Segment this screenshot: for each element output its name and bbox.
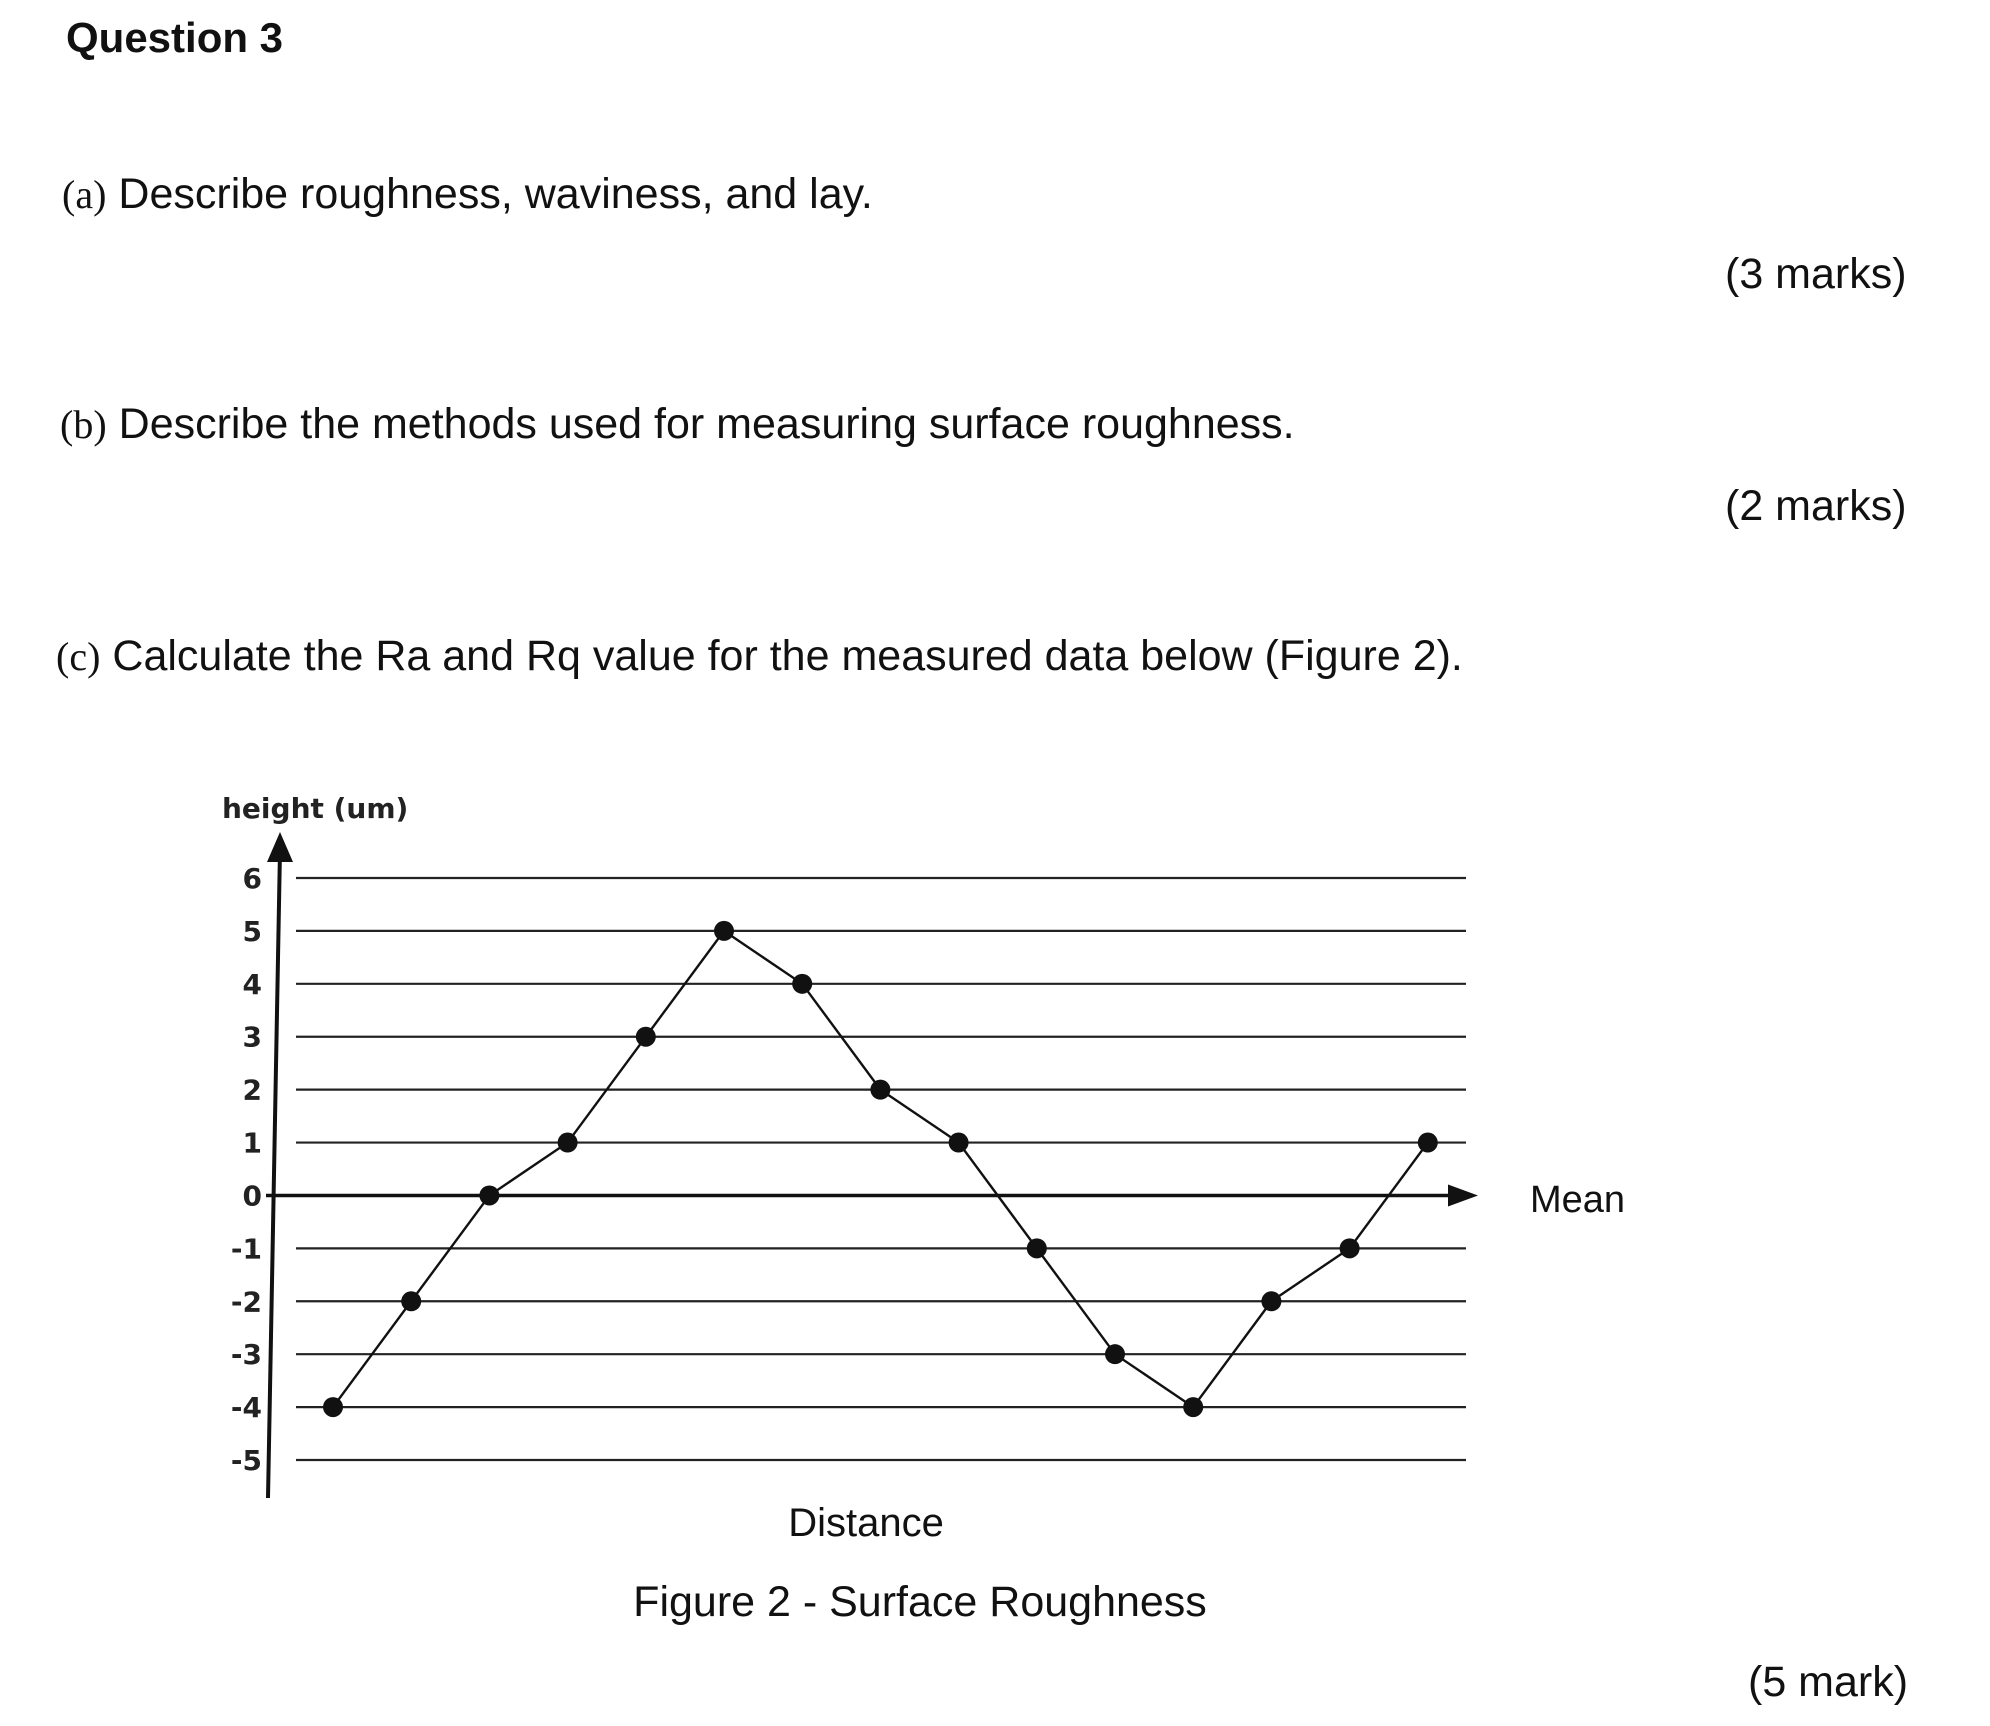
part-c-label: (c) xyxy=(56,634,101,679)
x-axis-label: Distance xyxy=(788,1501,944,1545)
y-tick-label: -5 xyxy=(230,1444,262,1477)
part-c-text: Calculate the Ra and Rq value for the measured data below (Figure 2). xyxy=(112,632,1463,680)
part-a-marks: (3 marks) xyxy=(1725,250,1907,298)
data-point xyxy=(401,1291,421,1311)
data-point xyxy=(1418,1133,1438,1153)
data-point xyxy=(792,974,812,994)
y-axis-line xyxy=(268,850,280,1498)
series-line xyxy=(333,931,1428,1407)
part-b-label: (b) xyxy=(60,402,107,447)
data-point xyxy=(479,1185,499,1205)
part-c-marks: (5 mark) xyxy=(1748,1658,1909,1706)
part-b-text: Describe the methods used for measuring surface roughness. xyxy=(118,400,1295,448)
data-point xyxy=(949,1133,969,1153)
data-point xyxy=(714,921,734,941)
y-axis-arrowhead xyxy=(267,832,293,862)
data-point xyxy=(1105,1344,1125,1364)
data-point xyxy=(1183,1397,1203,1417)
y-tick-label: 3 xyxy=(242,1020,262,1054)
grid-lines xyxy=(296,878,1466,1460)
y-tick-label: 2 xyxy=(242,1073,262,1107)
mean-label: Mean xyxy=(1530,1179,1626,1221)
y-tick-label: 4 xyxy=(242,967,262,1001)
mean-arrowhead xyxy=(1448,1184,1478,1206)
y-tick-label: -1 xyxy=(230,1232,262,1266)
data-point xyxy=(636,1027,656,1047)
figure-caption: Figure 2 - Surface Roughness xyxy=(633,1578,1207,1626)
part-a-text: Describe roughness, waviness, and lay. xyxy=(118,170,873,218)
data-point xyxy=(870,1080,890,1100)
data-point xyxy=(1261,1291,1281,1311)
data-point xyxy=(323,1397,343,1417)
question-title: Question 3 xyxy=(66,14,284,61)
y-tick-label: -4 xyxy=(230,1391,262,1425)
y-axis-label: height (um) xyxy=(222,792,409,825)
data-series xyxy=(323,921,1438,1417)
data-point xyxy=(1340,1238,1360,1258)
y-tick-label: 0 xyxy=(242,1179,262,1213)
y-tick-label: 6 xyxy=(242,862,262,895)
data-point xyxy=(1027,1238,1047,1258)
y-tick-label: -2 xyxy=(230,1285,262,1319)
y-tick-labels xyxy=(231,862,262,1477)
y-tick-label: -3 xyxy=(230,1338,262,1372)
data-point xyxy=(558,1133,578,1153)
part-a-label: (a) xyxy=(62,172,107,217)
part-b-marks: (2 marks) xyxy=(1725,482,1907,530)
y-tick-label: 5 xyxy=(242,914,262,948)
y-tick-label: 1 xyxy=(242,1126,262,1160)
